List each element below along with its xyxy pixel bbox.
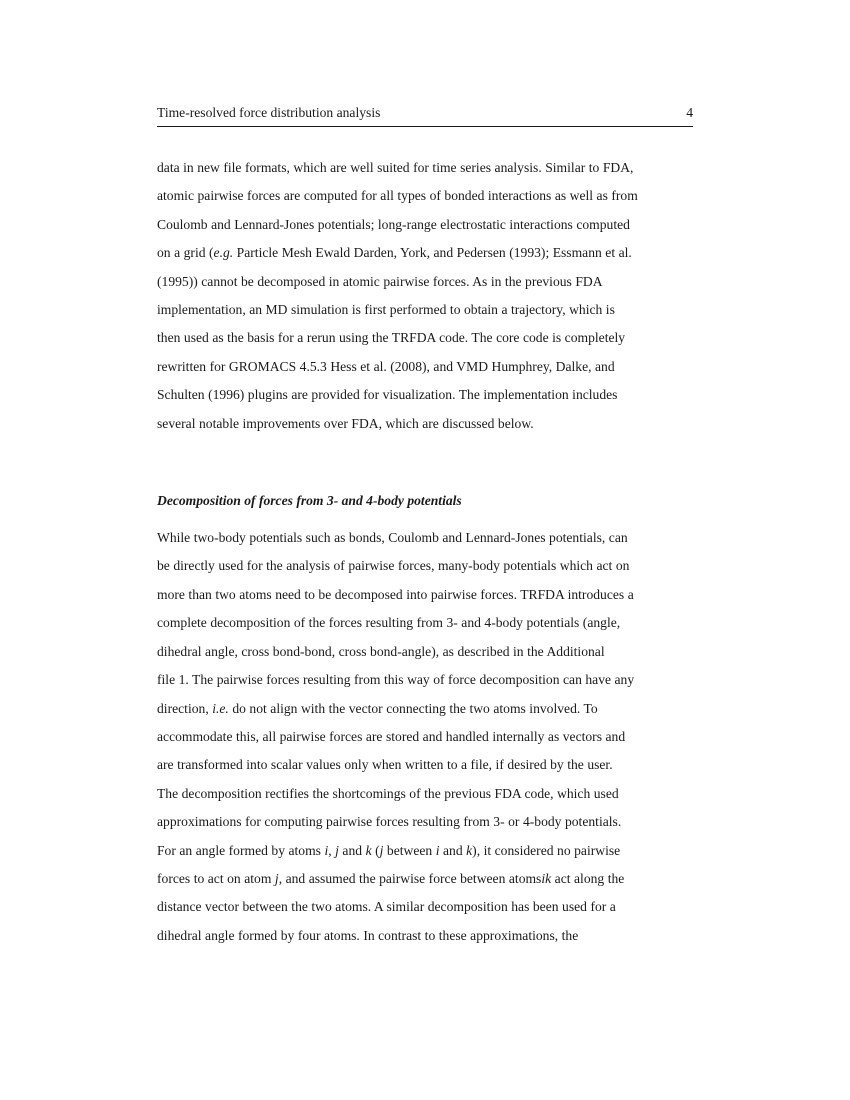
running-header	[157, 104, 693, 127]
text-line: then used as the basis for a rerun using the TRFDA code. The core code is completely	[157, 330, 626, 346]
italic-var-j: j	[379, 842, 384, 858]
text-line: dihedral angle, cross bond-bond, cross bond-angle), as described in the Additional	[157, 643, 605, 659]
text-line: be directly used for the analysis of pairwise forces, many-body potentials which act on	[157, 558, 630, 574]
text-fragment: between	[383, 842, 436, 858]
paragraph-intro	[157, 154, 693, 438]
page-number: 4	[686, 105, 693, 120]
text-line: more than two atoms need to be decomposed into pairwise forces. TRFDA introduces a	[157, 586, 634, 602]
italic-var-k: k	[466, 842, 473, 858]
text-fragment: direction,	[157, 700, 213, 716]
text-fragment: and	[439, 842, 467, 858]
text-fragment: , and assumed the pairwise force between atoms	[278, 870, 542, 886]
section-heading: Decomposition of forces from 3- and 4-body potentials	[157, 493, 462, 509]
italic-var-ik: ik	[541, 870, 552, 886]
text-line: distance vector between the two atoms. A similar decomposition has been used for a	[157, 899, 616, 915]
text-fragment: ), it considered no pairwise	[472, 842, 621, 858]
text-line: complete decomposition of the forces resulting from 3- and 4-body potentials (angle,	[157, 615, 621, 631]
text-fragment: forces to act on atom	[157, 870, 275, 886]
text-line	[157, 239, 693, 267]
text-line: Schulten (1996) plugins are provided for visualization. The implementation includes	[157, 387, 618, 403]
text-line: Coulomb and Lennard-Jones potentials; long-range electrostatic interactions computed	[157, 216, 630, 232]
text-line: dihedral angle formed by four atoms. In contrast to these approximations, the	[157, 927, 579, 943]
text-fragment: and	[338, 842, 366, 858]
text-line: atomic pairwise forces are computed for all types of bonded interactions as well as from	[157, 188, 638, 204]
text-line: accommodate this, all pairwise forces are stored and handled internally as vectors and	[157, 728, 626, 744]
text-line: several notable improvements over FDA, which are discussed below.	[157, 415, 534, 431]
text-line: While two-body potentials such as bonds, Coulomb and Lennard-Jones potentials, can	[157, 530, 628, 546]
text-fragment: For an angle formed by atoms	[157, 842, 325, 858]
text-line	[157, 695, 693, 723]
text-line: (1995)) cannot be decomposed in atomic pairwise forces. As in the previous FDA	[157, 273, 603, 289]
text-fragment: on a grid (	[157, 245, 214, 261]
italic-ie: i.e.	[212, 700, 229, 716]
page-content-column	[157, 104, 693, 950]
text-line: data in new file formats, which are well suited for time series analysis. Similar to FDA,	[157, 160, 634, 175]
text-line	[157, 865, 693, 893]
text-line: rewritten for GROMACS 4.5.3 Hess et al. (2008), and VMD Humphrey, Dalke, and	[157, 358, 615, 374]
italic-var-i: i	[435, 842, 440, 858]
text-fragment: do not align with the vector connecting the two atoms involved. To	[228, 700, 598, 716]
text-fragment: Particle Mesh Ewald Darden, York, and Pedersen (1993); Essmann et al.	[233, 245, 632, 261]
text-fragment: (	[371, 842, 380, 858]
text-line: file 1. The pairwise forces resulting from this way of force decomposition can have any	[157, 672, 635, 688]
running-header-title: Time-resolved force distribution analysis	[157, 105, 381, 120]
text-line: approximations for computing pairwise forces resulting from 3- or 4-body potentials.	[157, 814, 622, 830]
italic-var-j: j	[274, 870, 279, 886]
text-fragment: act along the	[551, 870, 625, 886]
italic-var-j: j	[335, 842, 339, 858]
paragraph-decomposition	[157, 524, 693, 950]
text-line: implementation, an MD simulation is first performed to obtain a trajectory, which is	[157, 302, 615, 318]
italic-eg: e.g.	[213, 245, 234, 261]
text-line: are transformed into scalar values only when written to a file, if desired by the user.	[157, 757, 613, 773]
italic-var-i: i	[324, 842, 329, 858]
italic-var-k: k	[365, 842, 372, 858]
text-fragment: ,	[328, 842, 336, 858]
text-line	[157, 837, 693, 865]
text-line: The decomposition rectifies the shortcomings of the previous FDA code, which used	[157, 785, 619, 801]
